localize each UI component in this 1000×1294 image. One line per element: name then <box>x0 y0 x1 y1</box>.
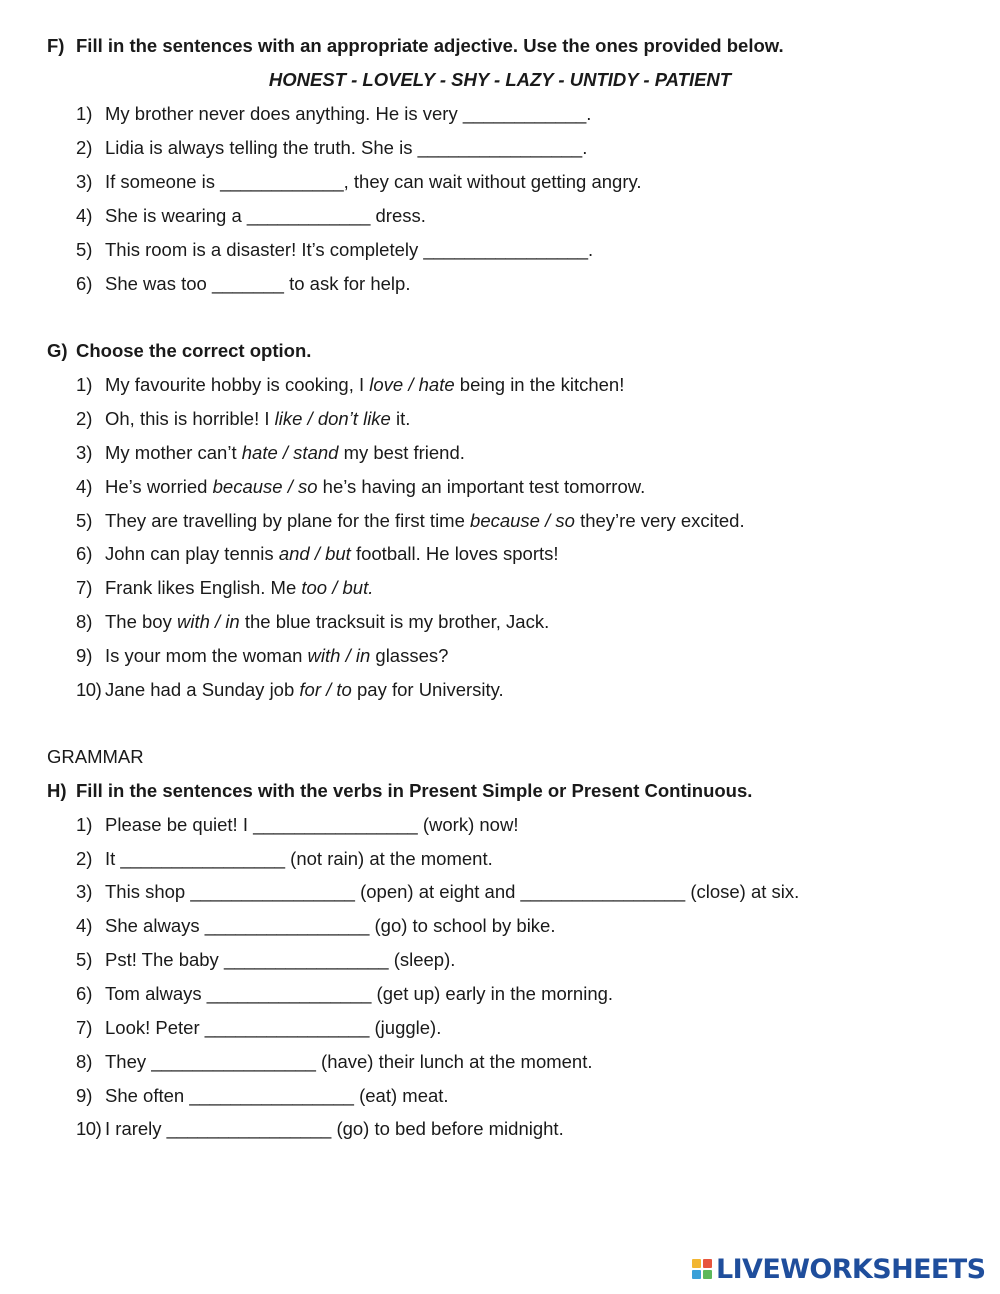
list-item <box>76 1017 441 1039</box>
option-choice: for / to <box>299 679 352 700</box>
list-item <box>76 442 465 464</box>
item-number: 6) <box>76 543 93 564</box>
section-h-heading <box>47 780 752 802</box>
item-text-before: Is your mom the woman <box>105 645 308 666</box>
option-choice: like / don’t like <box>274 408 391 429</box>
section-g-letter: G) <box>47 340 68 361</box>
item-text: Lidia is always telling the truth. She is ________________. <box>105 137 588 158</box>
item-text: They ________________ (have) their lunch at the moment. <box>105 1051 593 1072</box>
item-text-after: football. He loves sports! <box>350 543 559 564</box>
item-text-after: it. <box>390 408 411 429</box>
item-number: 5) <box>76 239 93 260</box>
item-number: 4) <box>76 476 93 497</box>
item-number: 9) <box>76 1085 93 1106</box>
option-choice: because / so <box>470 510 575 531</box>
section-g-heading <box>47 340 311 362</box>
item-text: Please be quiet! I ________________ (work) now! <box>105 814 519 835</box>
item-number: 1) <box>76 374 93 395</box>
logo-block <box>692 1259 701 1268</box>
item-number: 9) <box>76 645 93 666</box>
item-text-before: My favourite hobby is cooking, I <box>105 374 370 395</box>
item-number: 5) <box>76 510 93 531</box>
item-text-before: The boy <box>105 611 177 632</box>
item-text-after: my best friend. <box>338 442 465 463</box>
item-text-before: My mother can’t <box>105 442 242 463</box>
item-text: She is wearing a ____________ dress. <box>105 205 426 226</box>
list-item <box>76 374 624 396</box>
item-number: 10) <box>76 679 102 700</box>
logo-text: LIVEWORKSHEETS <box>716 1253 986 1285</box>
item-text: It ________________ (not rain) at the moment. <box>105 848 493 869</box>
item-text: This shop ________________ (open) at eight and ________________ (close) at six. <box>105 881 800 902</box>
item-text: She always ________________ (go) to school by bike. <box>105 915 556 936</box>
section-f-title: Fill in the sentences with an appropriate adjective. Use the ones provided below. <box>76 35 784 56</box>
item-number: 4) <box>76 915 93 936</box>
item-text: I rarely ________________ (go) to bed before midnight. <box>105 1118 564 1139</box>
item-number: 2) <box>76 848 93 869</box>
word-bank: HONEST - LOVELY - SHY - LAZY - UNTIDY - PATIENT <box>268 69 732 90</box>
item-number: 8) <box>76 1051 93 1072</box>
item-text: Tom always ________________ (get up) early in the morning. <box>105 983 614 1004</box>
item-number: 6) <box>76 273 93 294</box>
item-text-after: pay for University. <box>351 679 504 700</box>
item-number: 7) <box>76 577 93 598</box>
item-text-after: glasses? <box>370 645 449 666</box>
list-item <box>76 915 556 937</box>
item-text: Pst! The baby ________________ (sleep). <box>105 949 456 970</box>
list-item <box>76 983 613 1005</box>
list-item <box>76 814 518 836</box>
item-text-after: the blue tracksuit is my brother, Jack. <box>239 611 550 632</box>
list-item <box>76 408 410 430</box>
item-text: If someone is ____________, they can wait without getting angry. <box>105 171 642 192</box>
list-item <box>76 543 559 565</box>
option-choice: hate / stand <box>241 442 339 463</box>
option-choice: and / but <box>278 543 351 564</box>
item-text-before: Oh, this is horrible! I <box>105 408 275 429</box>
list-item <box>76 611 549 633</box>
list-item <box>76 137 587 159</box>
item-number: 3) <box>76 881 93 902</box>
list-item <box>76 103 591 125</box>
logo-block <box>703 1270 712 1279</box>
option-choice: with / in <box>307 645 371 666</box>
option-choice: love / hate <box>369 374 455 395</box>
item-text-after: he’s having an important test tomorrow. <box>317 476 646 497</box>
item-number: 5) <box>76 949 93 970</box>
item-number: 3) <box>76 171 93 192</box>
list-item <box>76 1085 449 1107</box>
option-choice: because / so <box>212 476 318 497</box>
logo-block <box>703 1259 712 1268</box>
list-item <box>76 881 799 903</box>
list-item <box>76 679 504 701</box>
list-item <box>76 510 745 532</box>
list-item <box>76 577 373 599</box>
item-number: 6) <box>76 983 93 1004</box>
item-text-before: Frank likes English. Me <box>105 577 302 598</box>
option-choice: with / in <box>177 611 240 632</box>
item-text-before: He’s worried <box>105 476 213 497</box>
section-h-letter: H) <box>47 780 67 801</box>
list-item <box>76 205 426 227</box>
grammar-label: GRAMMAR <box>47 746 144 767</box>
item-number: 10) <box>76 1118 102 1139</box>
item-number: 7) <box>76 1017 93 1038</box>
list-item <box>76 476 645 498</box>
item-text-before: John can play tennis <box>105 543 279 564</box>
item-text: Look! Peter ________________ (juggle). <box>105 1017 442 1038</box>
list-item <box>76 645 448 667</box>
item-text: This room is a disaster! It’s completely ________________. <box>105 239 594 260</box>
list-item <box>76 273 410 295</box>
section-h-title: Fill in the sentences with the verbs in Present Simple or Present Continuous. <box>76 780 753 801</box>
list-item <box>76 848 493 870</box>
item-number: 8) <box>76 611 93 632</box>
item-text: She often ________________ (eat) meat. <box>105 1085 449 1106</box>
section-g-title: Choose the correct option. <box>76 340 312 361</box>
logo-block <box>692 1270 701 1279</box>
liveworksheets-logo-icon <box>692 1259 712 1279</box>
item-text-after: being in the kitchen! <box>454 374 625 395</box>
list-item <box>76 949 455 971</box>
list-item <box>76 1118 564 1140</box>
list-item <box>76 171 642 193</box>
item-number: 2) <box>76 137 93 158</box>
item-text-before: Jane had a Sunday job <box>105 679 300 700</box>
item-number: 2) <box>76 408 93 429</box>
liveworksheets-logo[interactable] <box>692 1254 985 1284</box>
item-text-after: they’re very excited. <box>574 510 745 531</box>
item-number: 3) <box>76 442 93 463</box>
item-number: 4) <box>76 205 93 226</box>
list-item <box>76 1051 593 1073</box>
item-text: She was too _______ to ask for help. <box>105 273 411 294</box>
section-f-heading <box>47 35 784 57</box>
item-number: 1) <box>76 814 93 835</box>
section-f-letter: F) <box>47 35 65 56</box>
item-text-before: They are travelling by plane for the first time <box>105 510 471 531</box>
item-number: 1) <box>76 103 93 124</box>
list-item <box>76 239 593 261</box>
option-choice: too / but. <box>301 577 374 598</box>
item-text: My brother never does anything. He is very ____________. <box>105 103 592 124</box>
